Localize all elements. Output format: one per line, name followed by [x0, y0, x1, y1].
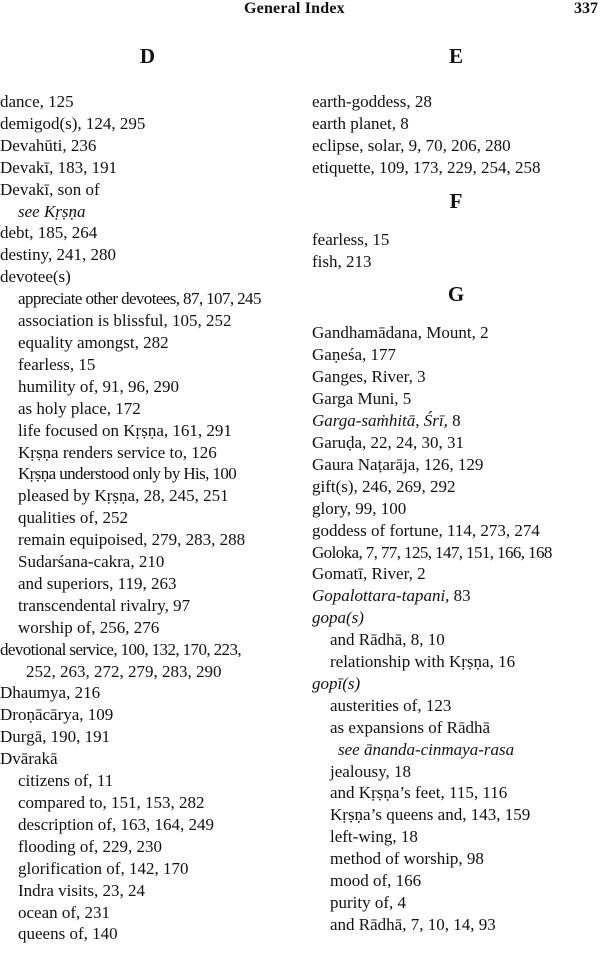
- index-entry: Garga Muni, 5: [312, 389, 412, 409]
- index-entry: etiquette, 109, 173, 229, 254, 258: [312, 157, 541, 177]
- index-entry: earth planet, 8: [312, 113, 409, 133]
- index-subentry: transcendental rivalry, 97: [18, 595, 191, 615]
- index-subentry: and Rādhā, 8, 10: [330, 630, 445, 650]
- index-subentry: purity of, 4: [330, 893, 407, 912]
- index-subentry: Kṛṣṇa understood only by His, 100: [18, 464, 237, 484]
- index-entry: eclipse, solar, 9, 70, 206, 280: [312, 135, 511, 155]
- index-entry: Gandhamādana, Mount, 2: [312, 323, 489, 343]
- index-subentry: ocean of, 231: [18, 902, 111, 922]
- index-subentry: qualities of, 252: [18, 508, 129, 528]
- index-entry: Gaṇeśa, 177: [312, 345, 397, 365]
- index-subentry: Kṛṣṇa’s queens and, 143, 159: [330, 805, 531, 825]
- index-entry: Devakī, son of: [0, 179, 100, 199]
- index-subentry: equality amongst, 282: [18, 332, 169, 352]
- index-entry: Goloka, 7, 77, 125, 147, 151, 166, 168: [312, 542, 552, 562]
- index-entry: Garuḍa, 22, 24, 30, 31: [312, 432, 465, 452]
- index-subentry: left-wing, 18: [330, 827, 418, 847]
- index-entry: Ganges, River, 3: [312, 367, 426, 387]
- index-subentry: and Kṛṣṇa’s feet, 115, 116: [330, 783, 508, 803]
- index-entry: Droṇācārya, 109: [0, 705, 114, 725]
- index-entry: demigod(s), 124, 295: [0, 113, 146, 133]
- index-entry: destiny, 241, 280: [0, 245, 117, 265]
- index-subentry: and Rādhā, 7, 10, 14, 93: [330, 914, 496, 934]
- running-head-title: General Index: [244, 0, 345, 17]
- index-entry: earth-goddess, 28: [312, 92, 432, 111]
- index-entry: Devakī, 183, 191: [0, 157, 118, 177]
- index-entry: Devahūti, 236: [0, 135, 97, 155]
- index-subentry: relationship with Kṛṣṇa, 16: [330, 652, 516, 672]
- index-subentry: Indra visits, 23, 24: [18, 880, 146, 900]
- index-subentry: appreciate other devotees, 87, 107, 245: [18, 289, 261, 309]
- index-entry: Gaura Naṭarāja, 126, 129: [312, 454, 484, 474]
- index-entry: devotee(s): [0, 267, 71, 287]
- index-column-right: [312, 40, 600, 936]
- index-entry: Gomatī, River, 2: [312, 564, 426, 584]
- index-entry: Dvārakā: [0, 749, 58, 769]
- index-subentry: austerities of, 123: [330, 695, 452, 715]
- index-subentry: citizens of, 11: [18, 771, 114, 791]
- index-column-left: [0, 40, 295, 945]
- running-head: [0, 0, 600, 24]
- index-subentry: description of, 163, 164, 249: [18, 814, 214, 834]
- index-subentry: compared to, 151, 153, 282: [18, 793, 205, 812]
- index-entry: gift(s), 246, 269, 292: [312, 476, 456, 496]
- index-entry: gopī(s): [312, 673, 361, 693]
- page-number: 337: [574, 0, 598, 17]
- index-subentry: Kṛṣṇa renders service to, 126: [18, 442, 217, 462]
- index-subentry: as expansions of Rādhā: [330, 717, 491, 737]
- index-entry: Durgā, 190, 191: [0, 727, 111, 747]
- section-letter-g: G: [447, 282, 465, 307]
- index-subentry: life focused on Kṛṣṇa, 161, 291: [18, 420, 232, 440]
- index-entry: Dhaumya, 216: [0, 683, 101, 703]
- section-letter-f: F: [449, 188, 463, 213]
- index-subentry: see Kṛṣṇa: [18, 201, 86, 221]
- index-entry: fish, 213: [312, 251, 372, 271]
- index-subentry: flooding of, 229, 230: [18, 836, 163, 856]
- index-subentry: worship of, 256, 276: [18, 617, 160, 637]
- index-entry: Garga-saṁhitā, Śrī, 8: [312, 411, 461, 431]
- index-entry: dance, 125: [0, 92, 74, 111]
- index-subentry: fearless, 15: [18, 354, 96, 374]
- index-entry: devotional service, 100, 132, 170, 223,: [0, 639, 241, 659]
- index-subentry: jealousy, 18: [330, 761, 412, 781]
- section-letter-d: D: [139, 44, 156, 68]
- index-entry: fearless, 15: [312, 229, 390, 249]
- index-entry: debt, 185, 264: [0, 223, 98, 243]
- index-subentry: remain equipoised, 279, 283, 288: [18, 530, 246, 550]
- index-entry: gopa(s): [312, 608, 364, 628]
- index-entry: Gopalottara-tapani, 83: [312, 586, 471, 606]
- index-subentry: and superiors, 119, 263: [18, 573, 177, 593]
- index-subentry: queens of, 140: [18, 924, 118, 944]
- section-letter-e: E: [448, 44, 463, 68]
- index-entry: goddess of fortune, 114, 273, 274: [312, 520, 540, 540]
- index-subentry: see ānanda-cinmaya-rasa: [338, 739, 515, 759]
- index-subentry: Sudarśana-cakra, 210: [18, 552, 165, 572]
- index-subentry: 252, 263, 272, 279, 283, 290: [26, 661, 222, 681]
- index-subentry: method of worship, 98: [330, 849, 484, 869]
- index-subentry: mood of, 166: [330, 871, 422, 891]
- index-subentry: glorification of, 142, 170: [18, 858, 189, 878]
- index-subentry: as holy place, 172: [18, 398, 141, 418]
- index-subentry: humility of, 91, 96, 290: [18, 376, 180, 396]
- index-entry: glory, 99, 100: [312, 498, 407, 518]
- index-subentry: pleased by Kṛṣṇa, 28, 245, 251: [18, 486, 229, 506]
- index-subentry: association is blissful, 105, 252: [18, 311, 232, 331]
